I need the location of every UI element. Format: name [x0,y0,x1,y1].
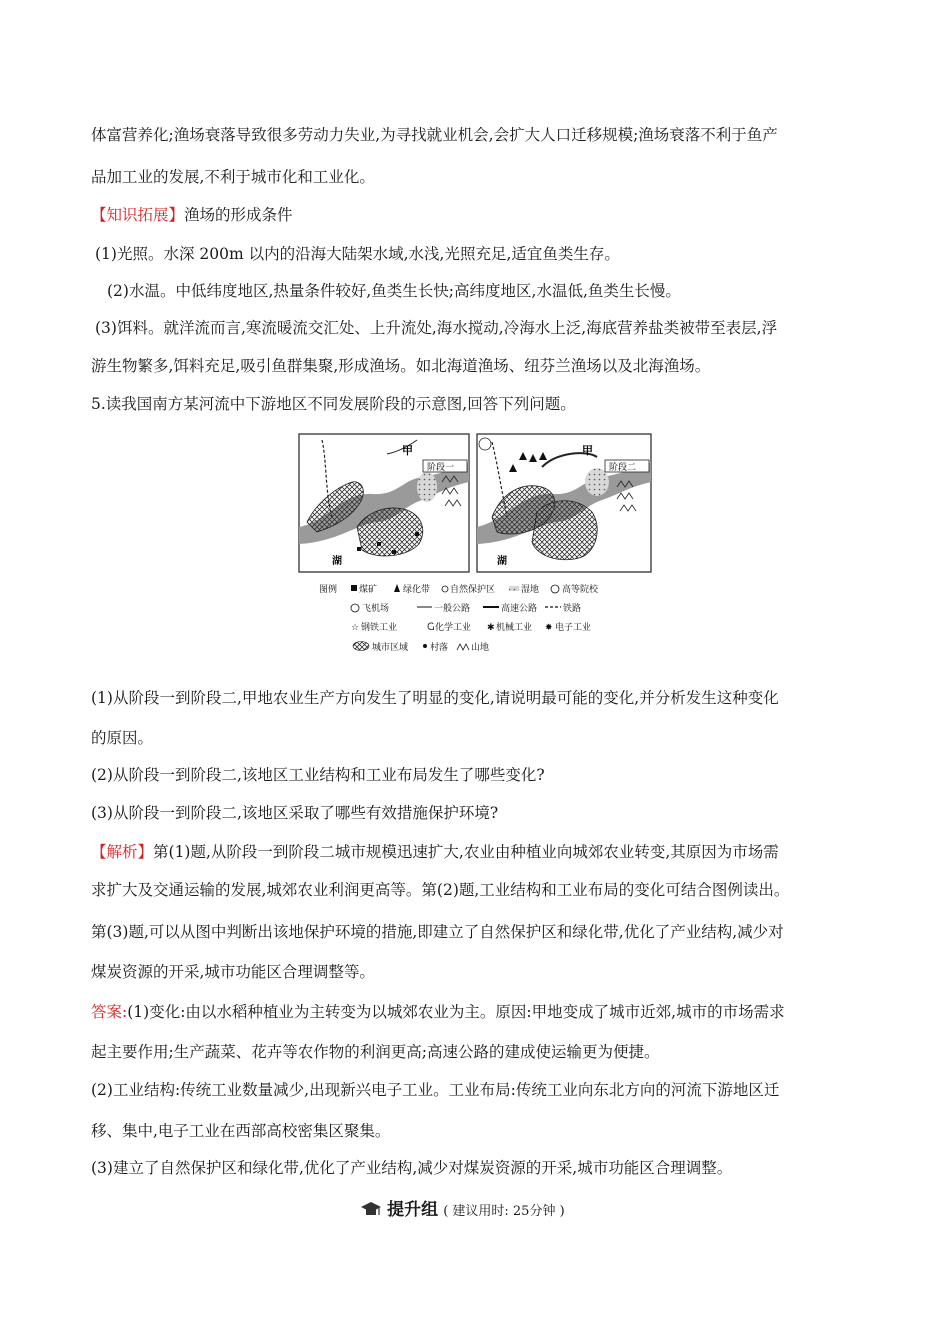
jia-label: 甲 [402,444,413,457]
legend-university: 高等院校 [562,585,599,595]
legend-machinery: 机械工业 [496,623,533,633]
legend-green-belt: 绿化带 [403,585,431,595]
question-line: 的原因。 [91,729,154,747]
legend-title: 图例 [319,585,338,595]
legend-steel: 钢铁工业 [361,623,398,633]
legend-road: 一般公路 [434,604,471,614]
analysis-line: 第(3)题,可以从图中判断出该地保护环境的措施,即建立了自然保护区和绿化带,优化了产业结构,减少对 [91,923,784,941]
paragraph-line: 游生物繁多,饵料充足,吸引鱼群集聚,形成渔场。如北海道渔场、纽芬兰渔场以及北海渔场。 [91,357,711,375]
svg-text:Ⴚ: Ⴚ [427,623,435,633]
question-5: 5.读我国南方某河流中下游地区不同发展阶段的示意图,回答下列问题。 [91,395,576,413]
svg-text:✸: ✸ [545,623,553,633]
legend-electronics: 电子工业 [555,623,592,633]
analysis-text: 第(1)题,从阶段一到阶段二城市规模迅速扩大,农业由种植业向城郊农业转变,其原因为市场需 [153,843,779,861]
legend-village: 村落 [430,643,449,653]
analysis-line: 求扩大及交通运输的发展,城郊农业利润更高等。第(2)题,工业结构和工业布局的变化可结合图例读出。 [91,881,790,899]
question-line: (1)从阶段一到阶段二,甲地农业生产方向发生了明显的变化,请说明最可能的变化,并分析发生这种变化 [91,689,779,707]
answer-text: (1)变化:由以水稻种植业为主转变为以城郊农业为主。原因:甲地变成了城市近郊,城市的市场需求 [127,1003,785,1021]
analysis-line: 煤炭资源的开采,城市功能区合理调整等。 [91,963,375,981]
legend-urban: 城市区域 [372,643,409,653]
knowledge-extension-title: 渔场的形成条件 [184,206,293,224]
stage-two-map [477,434,651,572]
graduation-cap-icon [360,1200,382,1218]
stage-one-label: 阶段一 [427,463,455,473]
figure-legend [319,583,599,653]
stage-one-map [299,434,469,572]
legend-wetland: 湿地 [521,585,540,595]
analysis-line [91,842,779,862]
legend-reserve: 自然保护区 [450,585,496,595]
answer-line: 起主要作用;生产蔬菜、花卉等农作物的利润更高;高速公路的建成使运输更为便捷。 [91,1043,660,1061]
svg-text:☆: ☆ [351,623,360,633]
answer-tag: 答案: [91,1003,128,1021]
legend-airport: 飞机场 [362,604,390,614]
legend-railway: 铁路 [563,604,582,614]
stage-two-label: 阶段二 [609,463,637,473]
paragraph-line: (1)光照。水深 200m 以内的沿海大陆架水域,水浅,光照充足,适宜鱼类生存。 [95,245,620,263]
section-title: 提升组 [387,1200,439,1220]
paragraph-line: (3)饵料。就洋流而言,寒流暖流交汇处、上升流处,海水搅动,冷海水上泛,海底营养盐类被带至表层,浮 [95,319,778,337]
section-header [360,1195,565,1219]
paragraph-line: (2)水温。中低纬度地区,热量条件较好,鱼类生长快;高纬度地区,水温低,鱼类生长慢。 [107,282,681,300]
svg-text:✱: ✱ [487,623,495,633]
analysis-tag: 【解析】 [91,843,154,861]
answer-line: (2)工业结构:传统工业数量减少,出现新兴电子工业。工业布局:传统工业向东北方向的河流下游地区迁 [91,1081,780,1099]
answer-line [91,1002,785,1022]
paragraph-line: 体富营养化;渔场衰落导致很多劳动力失业,为寻找就业机会,会扩大人口迁移规模;渔场衰落不利于鱼产 [91,126,778,144]
question-line: (3)从阶段一到阶段二,该地区采取了哪些有效措施保护环境? [91,804,499,822]
question-line: (2)从阶段一到阶段二,该地区工业结构和工业布局发生了哪些变化? [91,766,545,784]
knowledge-extension [91,205,293,225]
answer-line: (3)建立了自然保护区和绿化带,优化了产业结构,减少对煤炭资源的开采,城市功能区合理调整。 [91,1159,733,1177]
legend-mountain: 山地 [471,643,490,653]
paragraph-line: 品加工业的发展,不利于城市化和工业化。 [91,168,375,186]
lake-label: 湖 [497,556,507,567]
jia-label: 甲 [582,444,593,457]
lake-label: 湖 [332,556,342,567]
river-stages-figure [297,432,653,662]
legend-highway: 高速公路 [501,604,538,614]
answer-line: 移、集中,电子工业在西部高校密集区聚集。 [91,1122,391,1140]
legend-chemical: 化学工业 [435,623,472,633]
knowledge-extension-tag: 【知识拓展】 [91,206,185,224]
section-subtitle: ( 建议用时: 25分钟 ) [443,1204,565,1219]
legend-coal: 煤矿 [359,585,378,595]
